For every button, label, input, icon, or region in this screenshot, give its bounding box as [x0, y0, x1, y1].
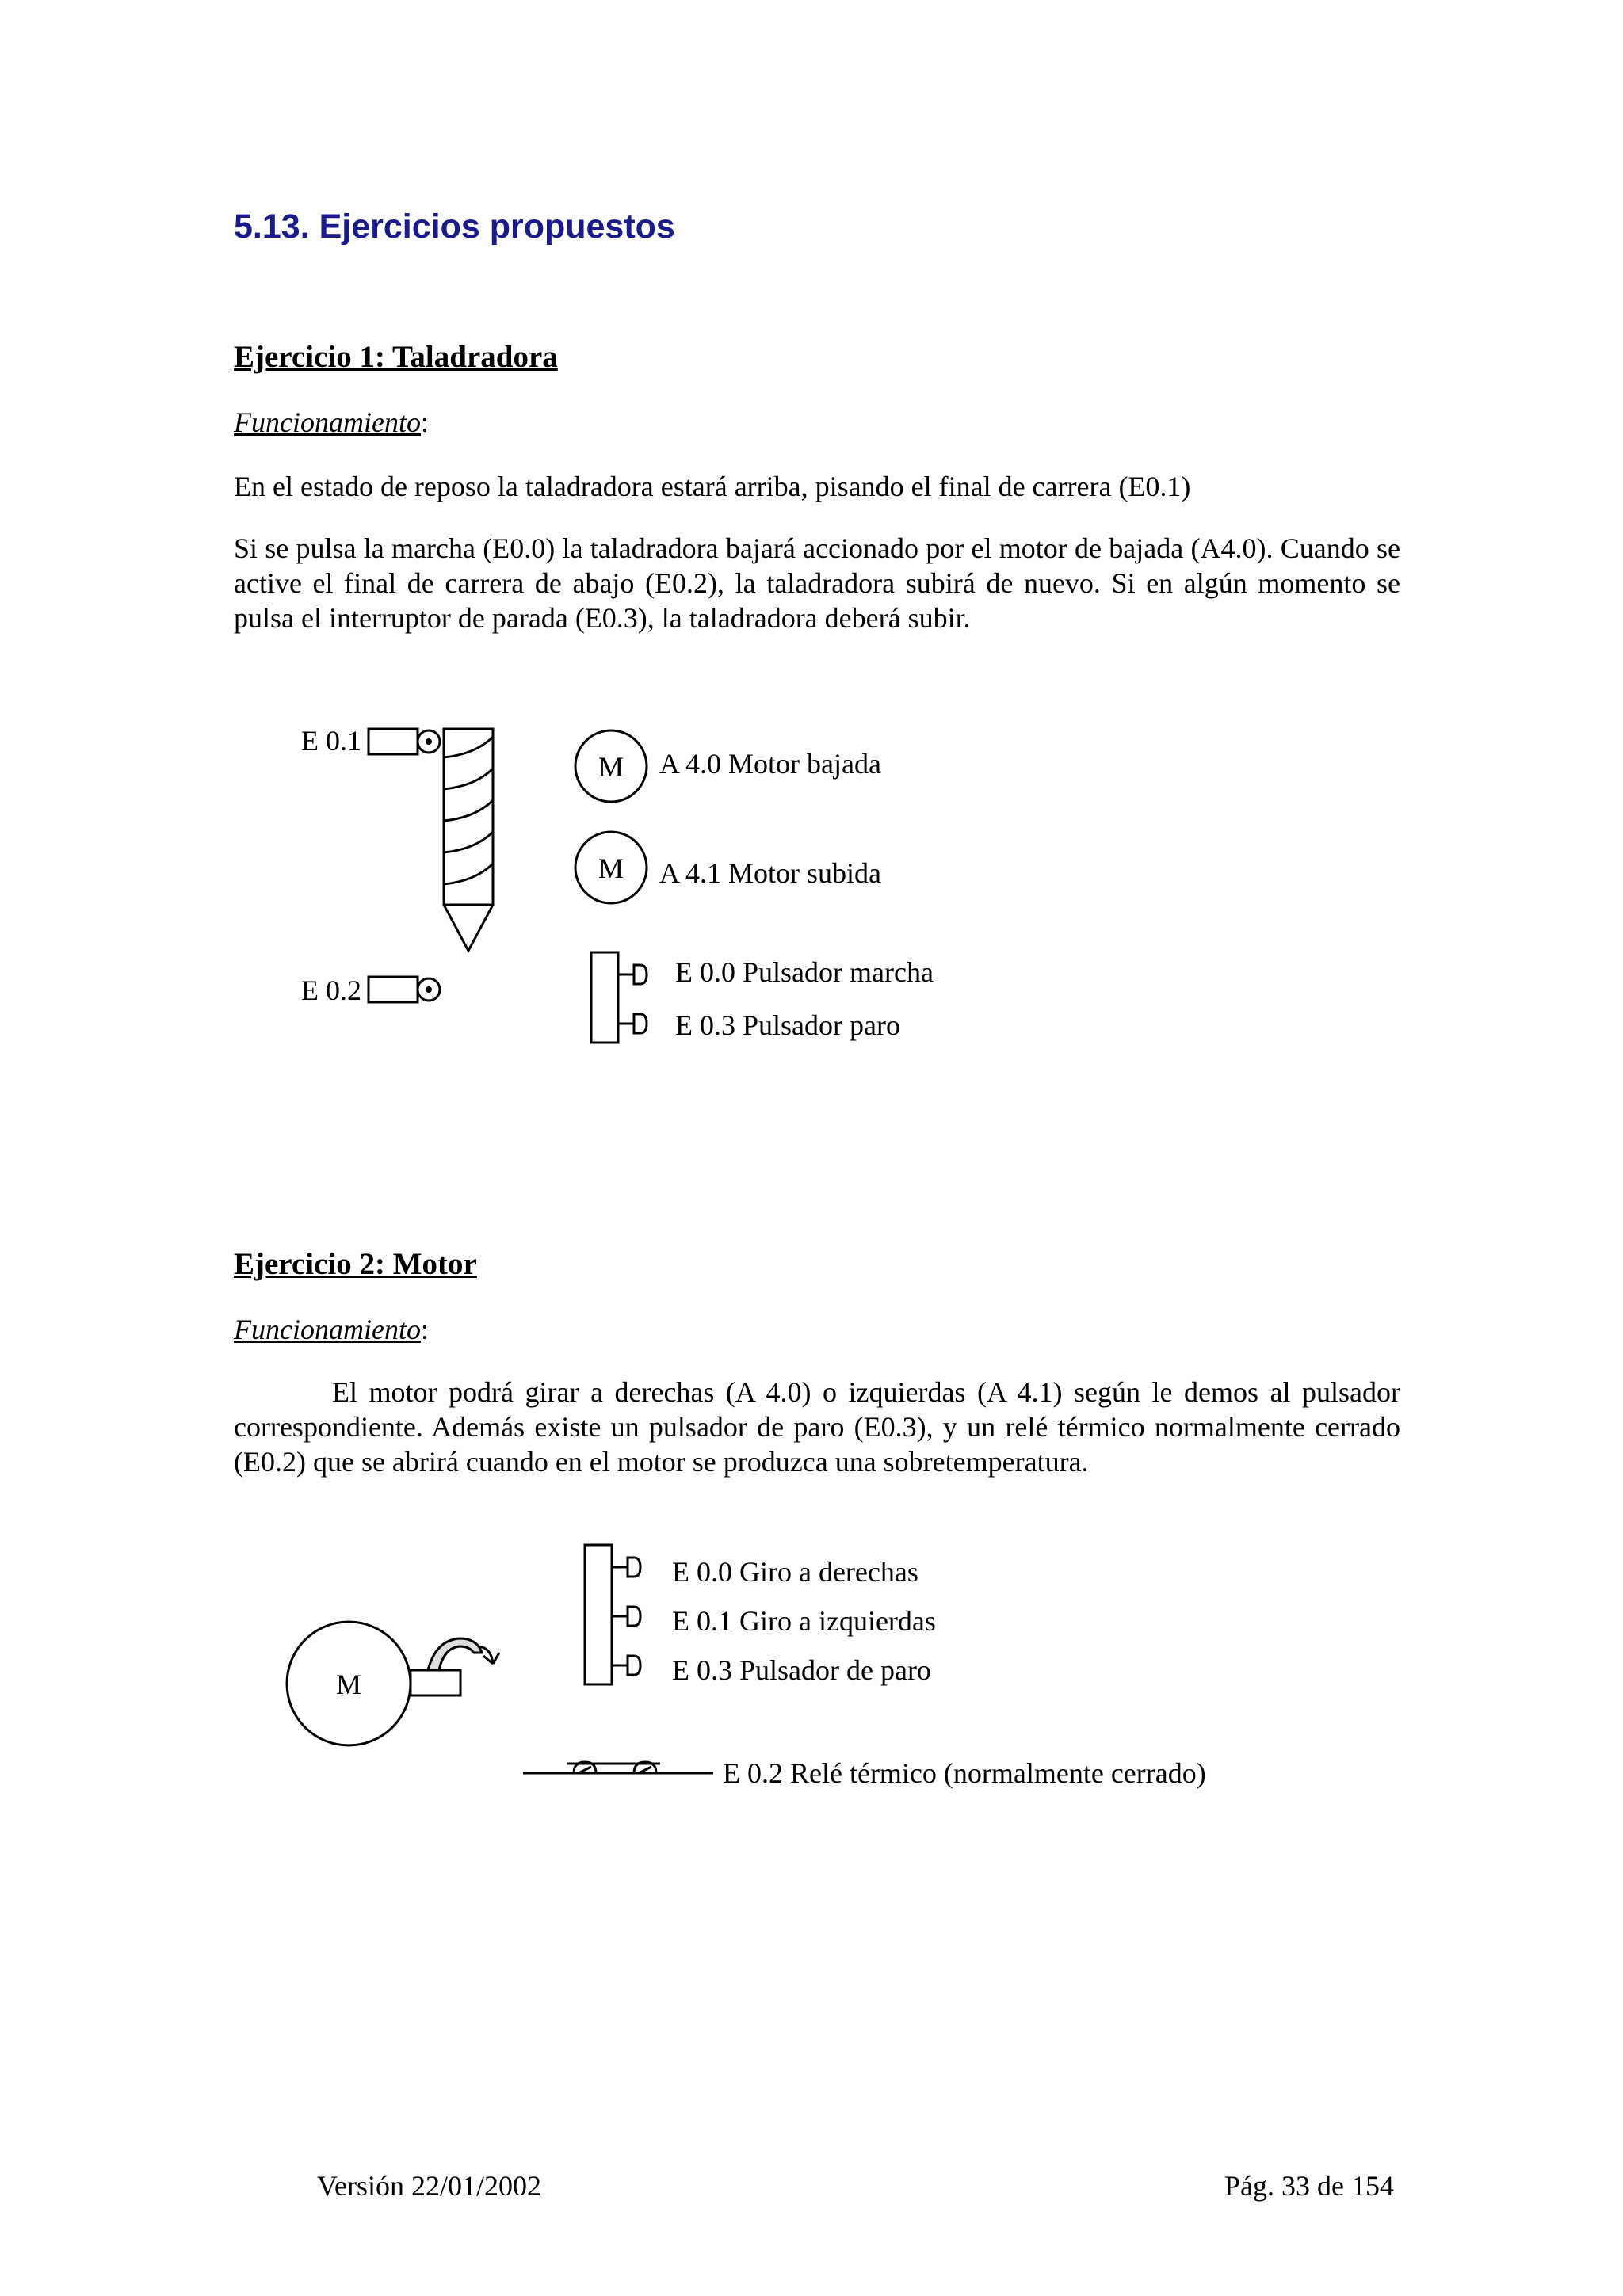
motor-up-symbol: M [598, 852, 624, 884]
thermal-relay-icon [523, 1762, 713, 1773]
sensor-top-icon [369, 729, 440, 754]
rotation-arrow-icon [428, 1638, 499, 1670]
button-right-label: E 0.0 Giro a derechas [672, 1556, 918, 1588]
motor-down-label: A 4.0 Motor bajada [659, 748, 881, 780]
button-left-label: E 0.1 Giro a izquierdas [672, 1605, 936, 1637]
motor-diagram [269, 1537, 1300, 1806]
exercise1-func-colon: : [420, 406, 429, 438]
motor-icon [287, 1622, 411, 1745]
relay-label: E 0.2 Relé térmico (normalmente cerrado) [723, 1757, 1206, 1789]
sensor-bottom-label: E 0.2 [301, 974, 361, 1006]
section-title: 5.13. Ejercicios propuestos [234, 208, 675, 246]
motor-down-symbol: M [598, 751, 624, 783]
exercise2-func-heading [234, 1313, 429, 1346]
motor-up-label: A 4.1 Motor subida [659, 857, 882, 889]
exercise1-title: Ejercicio 1: Taladradora [234, 340, 558, 374]
sensor-bottom-icon [369, 977, 440, 1002]
exercise2-func-colon: : [420, 1314, 429, 1345]
exercise1-func-label: Funcionamiento [234, 406, 421, 438]
exercise2-title: Ejercicio 2: Motor [234, 1247, 477, 1281]
pushbutton-panel-icon [585, 1545, 640, 1684]
exercise1-paragraph-1: En el estado de reposo la taladradora estará arriba, pisando el final de carrera (E0.1) [234, 471, 1191, 502]
exercise2-func-label: Funcionamiento [234, 1314, 421, 1345]
motor-symbol: M [335, 1669, 362, 1700]
exercise1-func-heading [234, 406, 429, 439]
motor-shaft-icon [411, 1670, 460, 1695]
footer-page: Pág. 33 de 154 [1224, 2170, 1394, 2202]
drill-diagram [285, 713, 999, 1062]
exercise2-paragraph: El motor podrá girar a derechas (A 4.0) o izquierdas (A 4.1) según le demos al pulsador correspondiente. Además existe un pulsador de paro (E0.3), y un relé térmico normalmente cerrado (E0.2) que se abrirá cuando en el motor se produzca una sobretemperatura. [234, 1376, 1400, 1478]
drill-bit-icon [444, 729, 493, 951]
button-stop-label: E 0.3 Pulsador paro [675, 1009, 900, 1041]
motor-down-icon [575, 730, 647, 802]
exercise1-paragraph-2: Si se pulsa la marcha (E0.0) la taladradora bajará accionado por el motor de bajada (A4.0). Cuando se active el final de carrera de abajo (E0.2), la taladradora subirá de nuevo. Si en algún momento se pulsa el interruptor de parada (E0.3), la taladradora deberá subir. [234, 532, 1400, 634]
pushbutton-panel-icon [591, 952, 647, 1043]
button-start-label: E 0.0 Pulsador marcha [675, 956, 934, 988]
footer-version: Versión 22/01/2002 [317, 2170, 541, 2202]
button-stop-label: E 0.3 Pulsador de paro [672, 1654, 931, 1686]
motor-up-icon [575, 832, 647, 903]
sensor-top-label: E 0.1 [301, 725, 361, 757]
